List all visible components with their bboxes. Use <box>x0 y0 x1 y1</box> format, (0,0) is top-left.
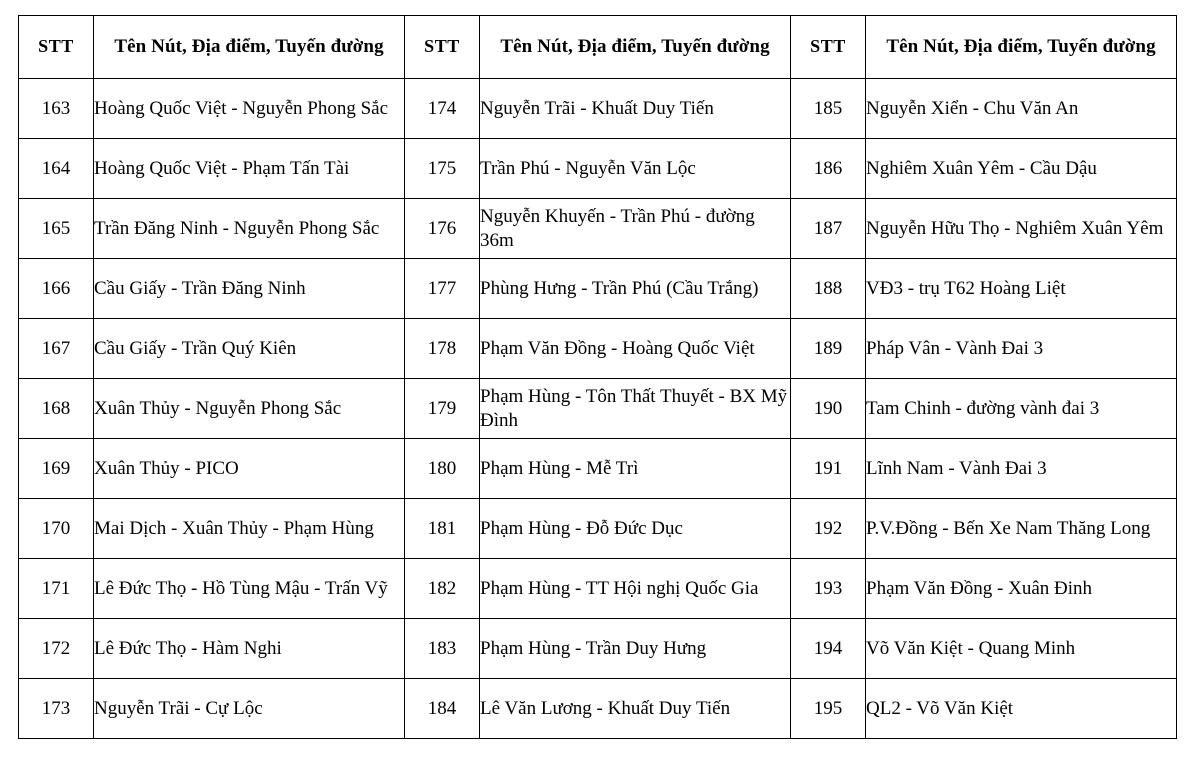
cell-stt: 171 <box>19 559 94 619</box>
cell-location-name: Phạm Văn Đồng - Xuân Đinh <box>866 559 1177 619</box>
table-row <box>19 139 1177 199</box>
cell-stt: 163 <box>19 79 94 139</box>
cell-stt: 189 <box>791 319 866 379</box>
cell-location-name: VĐ3 - trụ T62 Hoàng Liệt <box>866 259 1177 319</box>
cell-location-name: Tam Chinh - đường vành đai 3 <box>866 379 1177 439</box>
header-row <box>19 16 1177 79</box>
cell-location-name: Võ Văn Kiệt - Quang Minh <box>866 619 1177 679</box>
cell-location-name: Pháp Vân - Vành Đai 3 <box>866 319 1177 379</box>
cell-stt: 169 <box>19 439 94 499</box>
cell-stt: 192 <box>791 499 866 559</box>
cell-location-name: QL2 - Võ Văn Kiệt <box>866 679 1177 739</box>
cell-stt: 190 <box>791 379 866 439</box>
cell-location-name: Nguyễn Khuyến - Trần Phú - đường 36m <box>480 199 791 259</box>
cell-stt: 175 <box>405 139 480 199</box>
cell-location-name: Phùng Hưng - Trần Phú (Cầu Trắng) <box>480 259 791 319</box>
header-name-3: Tên Nút, Địa điểm, Tuyến đường <box>866 16 1177 79</box>
cell-stt: 181 <box>405 499 480 559</box>
cell-location-name: Nguyễn Hữu Thọ - Nghiêm Xuân Yêm <box>866 199 1177 259</box>
cell-stt: 177 <box>405 259 480 319</box>
header-name-1: Tên Nút, Địa điểm, Tuyến đường <box>94 16 405 79</box>
cell-location-name: Cầu Giấy - Trần Đăng Ninh <box>94 259 405 319</box>
cell-stt: 178 <box>405 319 480 379</box>
cell-location-name: Xuân Thủy - PICO <box>94 439 405 499</box>
table-row <box>19 79 1177 139</box>
cell-stt: 173 <box>19 679 94 739</box>
cell-stt: 182 <box>405 559 480 619</box>
cell-location-name: Lê Đức Thọ - Hàm Nghi <box>94 619 405 679</box>
cell-location-name: Phạm Văn Đồng - Hoàng Quốc Việt <box>480 319 791 379</box>
cell-stt: 170 <box>19 499 94 559</box>
table-header <box>19 16 1177 79</box>
cell-stt: 167 <box>19 319 94 379</box>
cell-location-name: Xuân Thủy - Nguyễn Phong Sắc <box>94 379 405 439</box>
cell-stt: 172 <box>19 619 94 679</box>
cell-location-name: Phạm Hùng - Đỗ Đức Dục <box>480 499 791 559</box>
header-stt-3: STT <box>791 16 866 79</box>
cell-stt: 168 <box>19 379 94 439</box>
cell-stt: 176 <box>405 199 480 259</box>
table-row <box>19 259 1177 319</box>
cell-location-name: Trần Đăng Ninh - Nguyễn Phong Sắc <box>94 199 405 259</box>
cell-location-name: Phạm Hùng - Trần Duy Hưng <box>480 619 791 679</box>
table-row <box>19 559 1177 619</box>
cell-stt: 174 <box>405 79 480 139</box>
table-body <box>19 79 1177 739</box>
cell-stt: 179 <box>405 379 480 439</box>
table-row <box>19 319 1177 379</box>
table-row <box>19 619 1177 679</box>
header-name-2: Tên Nút, Địa điểm, Tuyến đường <box>480 16 791 79</box>
cell-stt: 180 <box>405 439 480 499</box>
cell-stt: 191 <box>791 439 866 499</box>
header-stt-1: STT <box>19 16 94 79</box>
cell-stt: 194 <box>791 619 866 679</box>
cell-location-name: Phạm Hùng - Mễ Trì <box>480 439 791 499</box>
cell-location-name: Lĩnh Nam - Vành Đai 3 <box>866 439 1177 499</box>
cell-location-name: Hoàng Quốc Việt - Nguyễn Phong Sắc <box>94 79 405 139</box>
cell-location-name: Cầu Giấy - Trần Quý Kiên <box>94 319 405 379</box>
intersections-table <box>18 15 1177 739</box>
cell-stt: 187 <box>791 199 866 259</box>
cell-location-name: P.V.Đồng - Bến Xe Nam Thăng Long <box>866 499 1177 559</box>
header-stt-2: STT <box>405 16 480 79</box>
cell-location-name: Nguyễn Xiển - Chu Văn An <box>866 79 1177 139</box>
cell-stt: 195 <box>791 679 866 739</box>
table-row <box>19 679 1177 739</box>
cell-stt: 183 <box>405 619 480 679</box>
table-row <box>19 439 1177 499</box>
cell-location-name: Hoàng Quốc Việt - Phạm Tấn Tài <box>94 139 405 199</box>
cell-stt: 165 <box>19 199 94 259</box>
cell-location-name: Mai Dịch - Xuân Thủy - Phạm Hùng <box>94 499 405 559</box>
table-row <box>19 499 1177 559</box>
table-row <box>19 379 1177 439</box>
cell-stt: 184 <box>405 679 480 739</box>
cell-location-name: Trần Phú - Nguyễn Văn Lộc <box>480 139 791 199</box>
cell-location-name: Nguyễn Trãi - Cự Lộc <box>94 679 405 739</box>
cell-stt: 166 <box>19 259 94 319</box>
cell-stt: 188 <box>791 259 866 319</box>
cell-location-name: Nghiêm Xuân Yêm - Cầu Dậu <box>866 139 1177 199</box>
table-container <box>18 15 1176 739</box>
table-row <box>19 199 1177 259</box>
cell-location-name: Lê Đức Thọ - Hồ Tùng Mậu - Trấn Vỹ <box>94 559 405 619</box>
cell-location-name: Lê Văn Lương - Khuất Duy Tiến <box>480 679 791 739</box>
cell-stt: 185 <box>791 79 866 139</box>
cell-stt: 193 <box>791 559 866 619</box>
cell-stt: 186 <box>791 139 866 199</box>
cell-location-name: Phạm Hùng - TT Hội nghị Quốc Gia <box>480 559 791 619</box>
cell-location-name: Phạm Hùng - Tôn Thất Thuyết - BX Mỹ Đình <box>480 379 791 439</box>
cell-location-name: Nguyễn Trãi - Khuất Duy Tiến <box>480 79 791 139</box>
cell-stt: 164 <box>19 139 94 199</box>
